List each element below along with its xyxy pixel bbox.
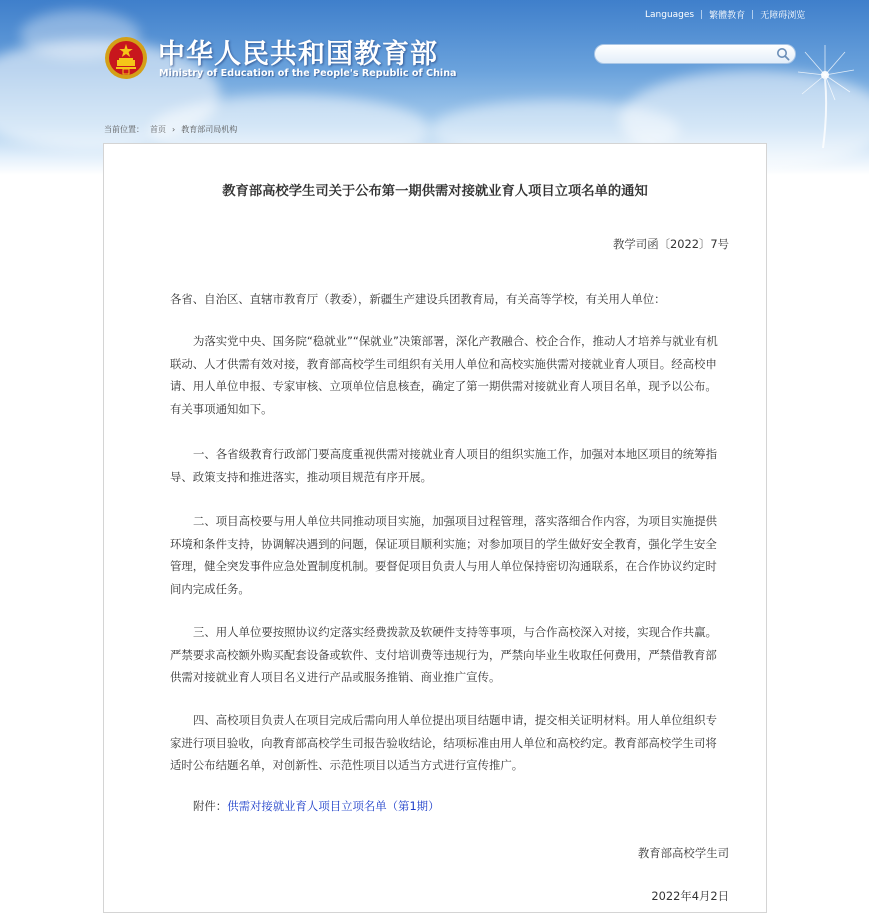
site-title[interactable]: 中华人民共和国教育部	[158, 39, 438, 70]
paragraph-item-1: 一、各省级教育行政部门要高度重视供需对接就业育人项目的组织实施工作，加强对本地区项目的统筹指导、政策支持和推进落实，推动项目规范有序开展。	[170, 447, 717, 484]
issue-date: 2022年4月2日	[651, 889, 729, 903]
languages-link[interactable]: Languages	[645, 9, 695, 20]
accessibility-link[interactable]: 无障碍浏览	[760, 11, 806, 21]
paragraph-item-4: 四、高校项目负责人在项目完成后需向用人单位提出项目结题申请，提交相关证明材料。用人单位组织专家进行项目验收，向教育部高校学生司报告验收结论，结项标准由用人单位和高校约定。教育部高校学生司将适时公布结题名单，对创新性、示范性项目以适当方式进行宣传推广。	[170, 713, 717, 773]
dandelion-decoration-icon	[790, 40, 865, 150]
paragraph-item-3: 三、用人单位要按照协议约定落实经费拨款及软硬件支持等事项，与合作高校深入对接，实现合作共赢。严禁要求高校额外购买配套设备或软件、支付培训费等违规行为，严禁向毕业生收取任何费用，严禁借教育部供需对接就业育人项目名义进行产品或服务推销、商业推广宣传。	[170, 625, 717, 685]
document-number: 教学司函〔2022〕7号	[613, 237, 729, 251]
paragraph-intro: 为落实党中央、国务院“稳就业”“保就业”决策部署，深化产教融合、校企合作，推动人才培养与就业有机联动、人才供需有效对接，教育部高校学生司组织有关用人单位和高校实施供需对接就业育人项目。经高校申请、用人单位申报、专家审核、立项单位信息核查，确定了第一期供需对接就业育人项目名单，现予以公布。有关事项通知如下。	[170, 334, 718, 416]
search-icon[interactable]	[776, 47, 790, 61]
link-separator: |	[700, 9, 704, 20]
national-emblem-icon	[104, 36, 148, 80]
attachment-line	[193, 798, 439, 814]
search-input[interactable]	[594, 44, 796, 64]
breadcrumb-home-link[interactable]: 首页	[150, 125, 166, 134]
breadcrumb-prefix: 当前位置：	[104, 125, 144, 134]
top-links	[645, 8, 805, 21]
attachment-label: 附件：	[193, 799, 228, 813]
link-separator: |	[751, 9, 755, 20]
breadcrumb-separator: ›	[172, 125, 176, 134]
signer: 教育部高校学生司	[637, 846, 729, 860]
site-subtitle: Ministry of Education of the People's Republic of China	[159, 68, 457, 79]
attachment-link[interactable]: 供需对接就业育人项目立项名单（第1期）	[227, 799, 440, 813]
traditional-chinese-link[interactable]: 繁體教育	[709, 11, 746, 21]
salutation: 各省、自治区、直辖市教育厅（教委），新疆生产建设兵团教育局，有关高等学校，有关用人单位：	[170, 292, 666, 306]
article-title: 教育部高校学生司关于公布第一期供需对接就业育人项目立项名单的通知	[222, 184, 648, 199]
breadcrumb-current-link[interactable]: 教育部司局机构	[181, 125, 238, 134]
breadcrumb	[104, 124, 237, 135]
paragraph-item-2: 二、项目高校要与用人单位共同推动项目实施，加强项目过程管理，落实落细合作内容，为项目实施提供环境和条件支持，协调解决遇到的问题，保证项目顺利实施；对参加项目的学生做好安全教育，强化学生安全管理，健全突发事件应急处置制度机制。要督促项目负责人与用人单位保持密切沟通联系，在合作协议约定时间内完成任务。	[170, 514, 717, 596]
